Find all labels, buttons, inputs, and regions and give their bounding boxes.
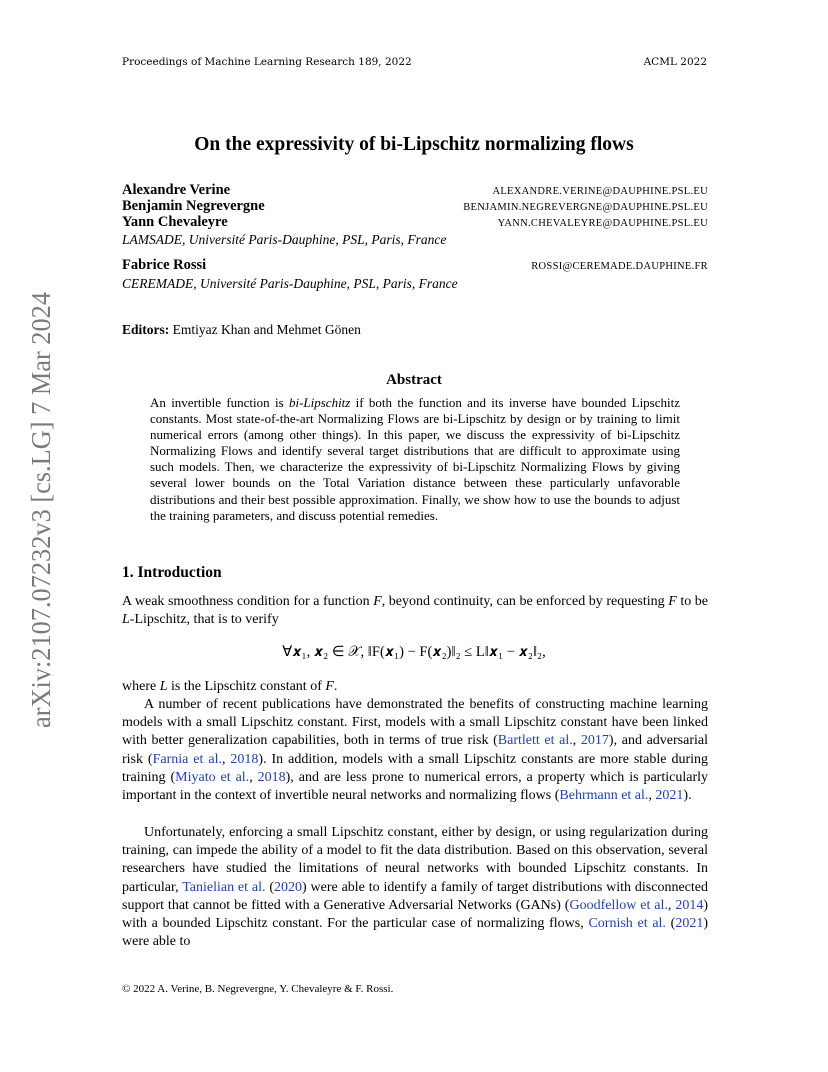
lipschitz-equation: ∀𝒙₁, 𝒙₂ ∈ 𝒳, ‖F(𝒙₁) − F(𝒙₂)‖₂ ≤ L‖𝒙₁ − 𝒙₂‖₂, [282,644,546,660]
citation-year-link[interactable]: 2017 [580,733,609,749]
citation-link[interactable]: Miyato et al. [175,769,250,785]
citation-link[interactable]: Goodfellow et al. [569,897,668,913]
text: ) were able to [122,916,708,950]
citation-year-link[interactable]: 2021 [675,916,704,932]
text: where [122,679,160,694]
text: . [333,679,338,694]
text: ), and adversarial risk ( [122,733,709,767]
author-name: Alexandre Verine [122,182,231,198]
text: A number of recent publications have demonstrated the benefits of constructing machine learning models with a small Lipschitz constant. First, models with a small Lipschitz constant have been linked with better generalization capabilities, both in terms of true risk ( [122,697,708,749]
arxiv-identifier-text: arXiv:2107.07232v3 [cs.LG] 7 Mar 2024 [26,290,56,728]
author-email[interactable]: YANN.CHEVALEYRE@DAUPHINE.PSL.EU [497,218,708,229]
text: -Lipschitz, that is to verify [129,612,279,628]
section-heading: 1. Introduction [122,564,222,581]
citation-year-link[interactable]: 2018 [230,751,259,767]
abstract-body [150,395,680,524]
editors-label: Editors: [122,322,170,337]
paragraph [122,593,708,629]
author-name: Yann Chevaleyre [122,214,228,230]
abstract-emphasis: bi-Lipschitz [288,395,351,410]
editors-names: Emtiyaz Khan and Mehmet Gönen [172,322,361,337]
author-row [122,257,708,274]
running-header-left: Proceedings of Machine Learning Research 189, 2022 [122,56,412,68]
copyright-footer: © 2022 A. Verine, B. Negrevergne, Y. Chevaleyre & F. Rossi. [122,983,394,995]
text: A weak smoothness condition for a function [122,594,374,609]
citation-link[interactable]: Cornish et al. [588,916,666,932]
citation-year-link[interactable]: 2021 [655,788,684,804]
paper-title: On the expressivity of bi-Lipschitz normalizing flows [194,134,634,155]
text: , [648,788,656,804]
citation-link[interactable]: Behrmann et al. [559,788,649,804]
text: ) were able to identify a family of target distributions with disconnected support that cannot be fitted with a Generative Adversarial Networks (GANs) ( [122,879,708,913]
author-row [122,198,708,215]
abstract-heading: Abstract [386,372,442,388]
text: Unfortunately, enforcing a small Lipschitz constant, either by design, or using regularization during training, can impede the ability of a model to fit the data distribution. Based on this observation, several researchers have studied the limitations of neural networks with bounded Lipschitz constants. In particular, [122,825,708,895]
text: ). In addition, models with a small Lipschitz constants are more stable during training ( [122,751,708,785]
abstract-text: if both the function and its inverse have bounded Lipschitz constants. Most state-of-the-art Normalizing Flows are bi-Lipschitz by design or by training to limit numerical errors (among other things). In this paper, we discuss the expressivity of bi-Lipschitz Normalizing Flows and identify several target distributions that are difficult to approximate using such models. Then, we characterize the expressivity of bi-Lipschitz Normalizing Flows by giving several lower bounds on the Total Variation distance between these particularly unfavorable distributions and their best possible approximation. Finally, we show how to use the bounds to adjust the training parameters, and discuss potential remedies. [150,395,680,523]
citation-year-link[interactable]: 2018 [257,769,286,785]
author-email[interactable]: ROSSI@CEREMADE.DAUPHINE.FR [531,261,708,272]
math-symbol: L [159,679,168,694]
paragraph [122,678,708,696]
author-name: Benjamin Negrevergne [122,198,265,214]
text: , [667,897,676,913]
math-symbol: F [325,679,334,694]
paragraph [122,824,708,951]
text: ). [683,788,692,804]
text: ), and are less prone to numerical errors, a property which is particularly important in the context of invertible neural networks and normalizing flows ( [122,769,708,804]
affiliation-ceremade: CEREMADE, Université Paris-Dauphine, PSL, Paris, France [122,276,458,291]
text: , [572,733,581,749]
author-row [122,214,708,231]
running-header-right: ACML 2022 [643,56,707,68]
author-email[interactable]: BENJAMIN.NEGREVERGNE@DAUPHINE.PSL.EU [463,202,708,213]
text: , [249,769,258,785]
paragraph [122,696,708,805]
abstract-text: An invertible function is [150,395,289,410]
affiliation-lamsade: LAMSADE, Université Paris-Dauphine, PSL, Paris, France [122,232,447,247]
editors-line [122,322,361,338]
citation-link[interactable]: Tanielian et al. [182,879,266,895]
citation-year-link[interactable]: 2020 [274,879,302,895]
text: ( [665,916,676,932]
math-symbol: F [668,594,677,609]
citation-link[interactable]: Farnia et al. [152,751,222,767]
math-symbol: F [373,594,382,609]
text: to be [676,594,708,609]
text: , beyond continuity, can be enforced by requesting [381,594,669,609]
author-email[interactable]: ALEXANDRE.VERINE@DAUPHINE.PSL.EU [492,186,708,197]
arxiv-identifier[interactable] [26,290,56,730]
author-name: Fabrice Rossi [122,257,207,273]
citation-link[interactable]: Bartlett et al. [497,733,573,749]
math-symbol: L [122,612,130,628]
text: , [221,751,231,767]
text: ) with a bounded Lipschitz constant. For the particular case of normalizing flows, [122,897,709,932]
citation-year-link[interactable]: 2014 [675,897,704,913]
author-row [122,182,708,199]
text: ( [265,879,274,895]
text: is the Lipschitz constant of [167,679,326,694]
